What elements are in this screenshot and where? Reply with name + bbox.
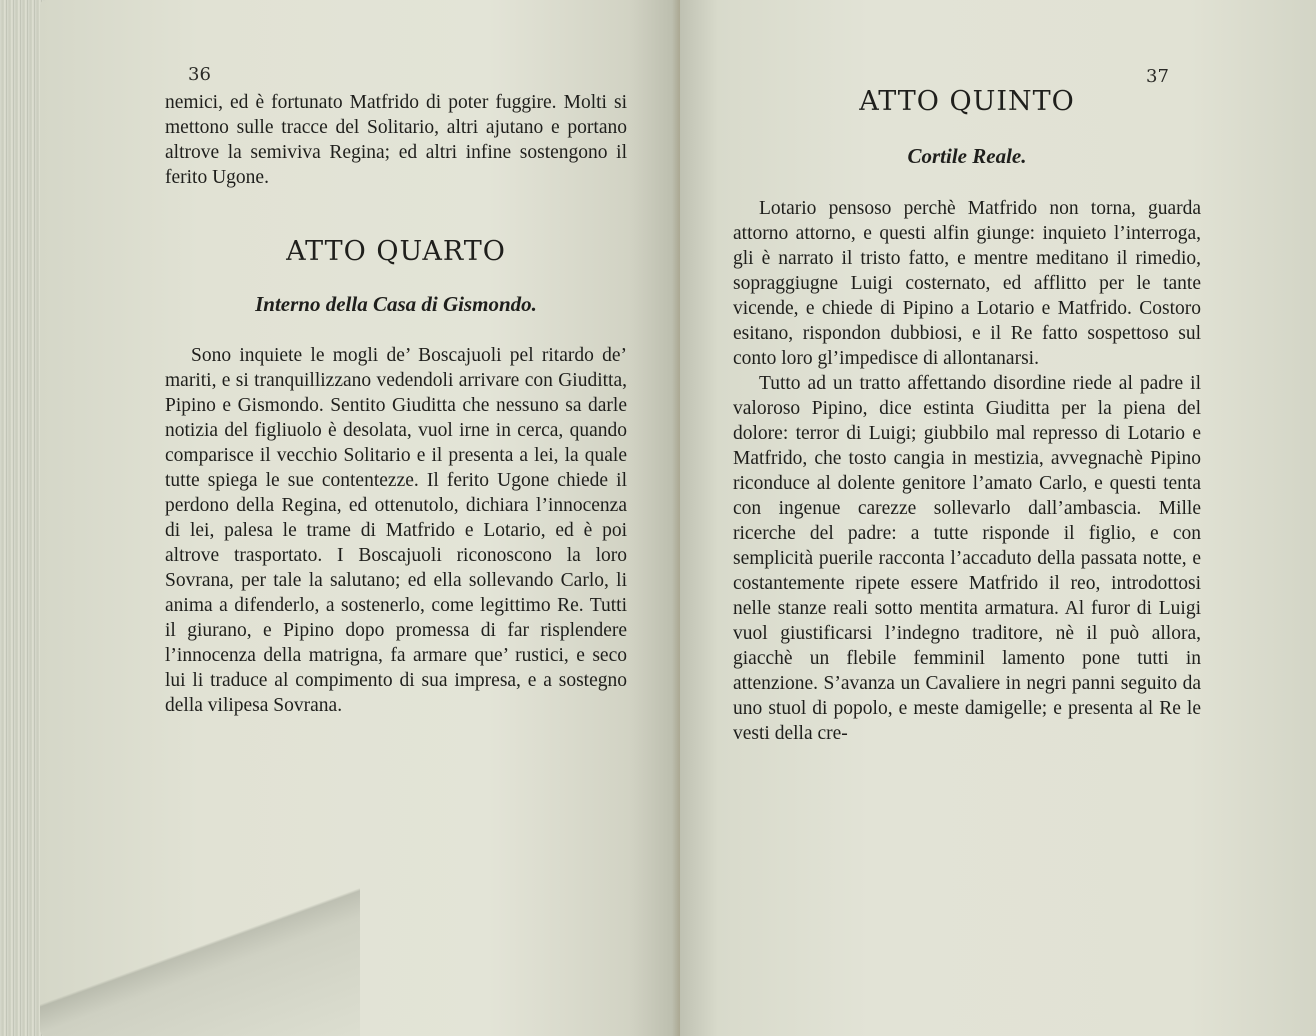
left-carryover-text bbox=[165, 90, 627, 190]
carryover-paragraph: nemici, ed è fortunato Matfrido di poter fuggire. Molti si mettono sulle tracce del Solitario, altri ajutano e portano altrove la semiviva Regina; ed altri infine sostengono il ferito Ugone. bbox=[165, 92, 627, 188]
act-title-quinto: ATTO QUINTO bbox=[859, 86, 1075, 117]
scene-four-heading bbox=[165, 292, 627, 317]
right-body-text bbox=[733, 196, 1201, 746]
scene-title-gismondo: Interno della Casa di Gismondo. bbox=[255, 292, 537, 316]
act-title-quarto: ATTO QUARTO bbox=[286, 236, 506, 267]
folded-page-corner bbox=[40, 856, 360, 1036]
right-page bbox=[680, 0, 1316, 1036]
act-four-paragraph: Sono inquiete le mogli de’ Boscajuoli pel ritardo de’ mariti, e si tranquillizzano vedendoli arrivare con Giuditta, Pipino e Gismondo. Sentito Giuditta che nessuno sa darle notizia del figliuolo è desolata, vuol irne in cerca, quando comparisce il vecchio Solitario e il presenta a lei, la quale tutte spiega le sue contentezze. Il ferito Ugone chiede il perdono della Regina, ed ottenutolo, dichiara l’innocenza di lei, palesa le trame di Matfrido e Lotario, ed è poi altrove trasportato. I Boscajuoli riconoscono la loro Sovrana, per tale la salutano; ed ella sollevando Carlo, li anima a difenderlo, a sostenerlo, come legittimo Re. Tutti il giurano, e Pipino dopo promessa di far risplendere l’innocenza della matrigna, fa armare que’ rustici, e seco lui li traduce al compimento di sua impresa, e a sostegno della vilipesa Sovrana. bbox=[165, 345, 627, 716]
scene-five-heading bbox=[733, 144, 1201, 169]
left-page bbox=[40, 0, 680, 1036]
act-five-paragraph-2: Tutto ad un tratto affettando disordine riede al padre il valoroso Pipino, dice estinta Giuditta per la piena del dolore: terror di Luigi; giubbilo mal represso di Lotario e Matfrido, che tosto cangia in mestizia, avvegnachè Pipino riconduce al dolente genitore l’amato Carlo, e questi tenta con ingenue carezze sollevarlo dall’ambascia. Mille ricerche del padre: a tutte risponde il figlio, e con semplicità puerile racconta l’accaduto della passata notte, e costantemente ripete essere Matfrido il reo, introdottosi nelle stanze reali sotto mentita armatura. Al furor di Luigi vuol giustificarsi l’indegno traditore, nè il può allora, giacchè un flebile femminil lamento pone tutti in attenzione. S’avanza un Cavaliere in negri panni seguito da uno stuol di popolo, e meste damigelle; e presenta al Re le vesti della cre- bbox=[733, 373, 1201, 744]
act-five-section bbox=[733, 86, 1201, 117]
act-five-paragraph-1: Lotario pensoso perchè Matfrido non torna, guarda attorno attorno, e questi alfin giunge: inquieto l’interroga, gli è narrato il tristo fatto, e mentre meditano il rimedio, sopraggiugne Luigi costernato, ed afflitto per le tante vicende, e chiede di Pipino a Lotario e Matfrido. Costoro esitano, rispondon dubbiosi, e il Re fatto sospettoso sul conto loro gl’impedisce di allontanarsi. bbox=[733, 198, 1201, 369]
page-number-left: 36 bbox=[188, 64, 211, 85]
page-number-right: 37 bbox=[1146, 66, 1169, 87]
left-body-text bbox=[165, 343, 627, 718]
act-four-section bbox=[165, 236, 627, 267]
scene-title-cortile: Cortile Reale. bbox=[907, 144, 1027, 168]
